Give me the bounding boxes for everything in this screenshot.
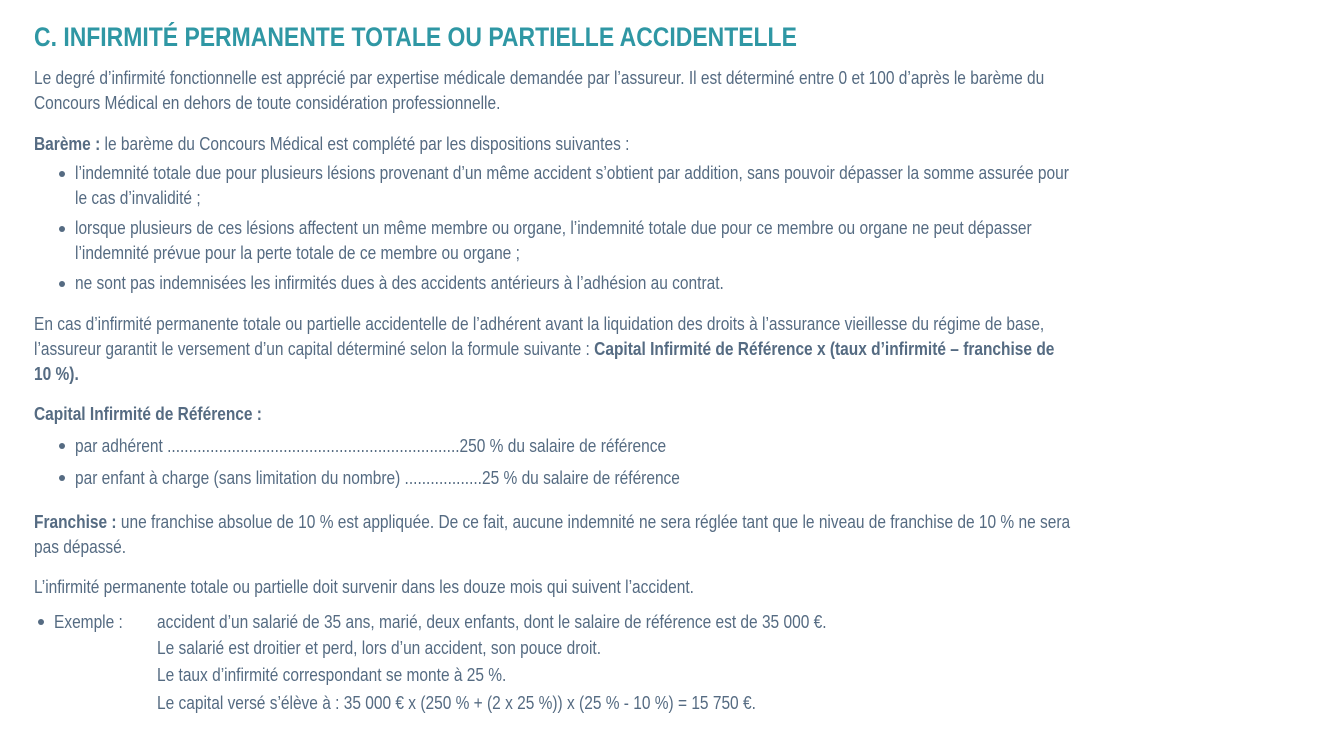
bareme-item-2-line-2: l’indemnité prévue pour la perte totale de ce membre ou organe ; [75, 243, 520, 263]
bullet-icon [59, 443, 65, 449]
guarantee-formula-end: 10 %). [34, 364, 79, 384]
bullet-icon [59, 171, 65, 177]
bullet-icon [59, 226, 65, 232]
example-line-3: Le taux d’infirmité correspondant se monte à 25 %. [157, 665, 507, 685]
guarantee-line-1: En cas d’infirmité permanente totale ou partielle accidentelle de l’adhérent avant la liquidation des droits à l’assurance vieillesse du régime de base, [34, 314, 1045, 334]
capital-item-1-label: par adhérent [75, 436, 168, 456]
example-label: Exemple : [54, 612, 123, 632]
capital-item-1-dots: .................................................................... [167, 436, 460, 456]
bullet-icon [59, 475, 65, 481]
bullet-icon [59, 281, 65, 287]
intro-line-2: Concours Médical en dehors de toute considération professionnelle. [34, 93, 501, 113]
bareme-paragraph [34, 132, 629, 157]
capital-item-2-label: par enfant à charge (sans limitation du nombre) [75, 468, 405, 488]
guarantee-formula: Capital Infirmité de Référence x (taux d’infirmité – franchise de [594, 339, 1055, 359]
bareme-item-1-line-1: l’indemnité totale due pour plusieurs lésions provenant d’un même accident s’obtient par addition, sans pouvoir dépasser la somme assurée pour [75, 163, 1069, 183]
bullet-icon [38, 619, 44, 625]
capital-item-2-value: 25 % du salaire de référence [481, 468, 680, 488]
capital-heading: Capital Infirmité de Référence : [34, 404, 262, 424]
franchise-text: une franchise absolue de 10 % est appliquée. De ce fait, aucune indemnité ne sera réglée tant que le niveau de franchise de 10 % ne sera [116, 512, 1071, 532]
franchise-line-2: pas dépassé. [34, 537, 127, 557]
bareme-text: le barème du Concours Médical est complété par les dispositions suivantes : [100, 134, 630, 154]
bareme-item-3-line-1: ne sont pas indemnisées les infirmités dues à des accidents antérieurs à l’adhésion au contrat. [75, 273, 724, 293]
bareme-label: Barème : [34, 134, 101, 154]
example-line-1: accident d’un salarié de 35 ans, marié, deux enfants, dont le salaire de référence est de 35 000 €. [157, 612, 827, 632]
intro-line-1: Le degré d’infirmité fonctionnelle est apprécié par expertise médicale demandée par l’assureur. Il est déterminé entre 0 et 100 d’après le barème du [34, 68, 1045, 88]
capital-item-2 [75, 466, 680, 491]
bareme-item-2-line-1: lorsque plusieurs de ces lésions affectent un même membre ou organe, l’indemnité totale due pour ce membre ou organe ne peut dépasser [75, 218, 1032, 238]
guarantee-line-2-plain: l’assureur garantit le versement d’un capital déterminé selon la formule suivante : [34, 339, 595, 359]
bareme-item-1-line-2: le cas d’invalidité ; [75, 188, 201, 208]
example-line-4: Le capital versé s’élève à : 35 000 € x (250 % + (2 x 25 %)) x (25 % - 10 %) = 15 750 €. [157, 693, 756, 713]
section-title: C. INFIRMITÉ PERMANENTE TOTALE OU PARTIELLE ACCIDENTELLE [34, 22, 797, 52]
capital-item-1 [75, 434, 666, 459]
franchise-line-1 [34, 510, 1070, 535]
franchise-label: Franchise : [34, 512, 117, 532]
example-line-2: Le salarié est droitier et perd, lors d’un accident, son pouce droit. [157, 638, 602, 658]
guarantee-line-2 [34, 337, 1054, 362]
delay-paragraph: L’infirmité permanente totale ou partielle doit survenir dans les douze mois qui suivent l’accident. [34, 577, 694, 597]
capital-item-2-dots: .................. [404, 468, 482, 488]
capital-item-1-value: 250 % du salaire de référence [459, 436, 667, 456]
